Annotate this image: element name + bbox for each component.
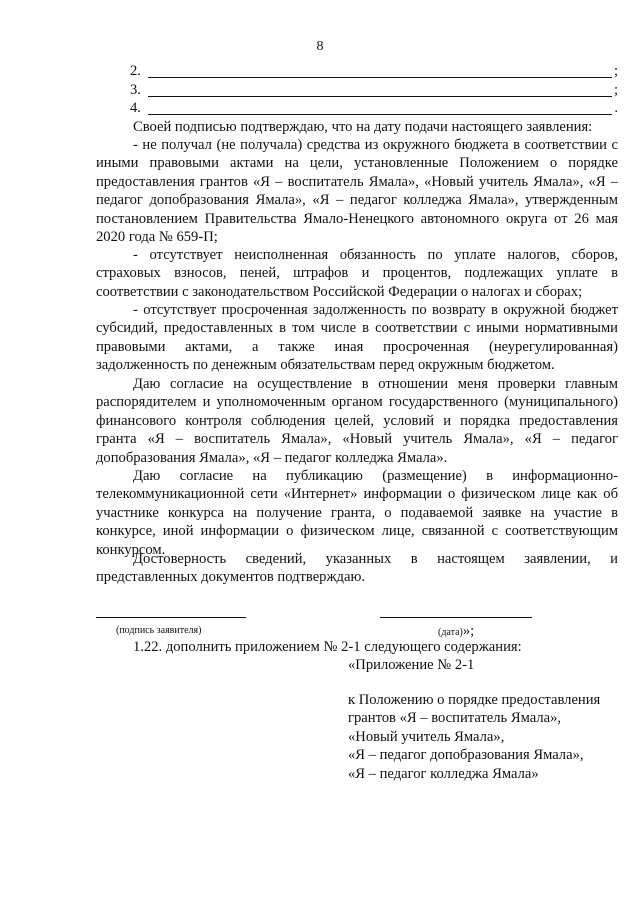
applicant-signature-label: (подпись заявителя)	[116, 625, 202, 636]
reliability-paragraph: Достоверность сведений, указанных в настоящем заявлении, и представленных документов подтверждаю.	[96, 551, 618, 586]
blank-rule	[148, 96, 612, 97]
applicant-signature-line	[96, 617, 246, 618]
line-terminator: .	[614, 100, 618, 116]
blank-rule	[148, 77, 612, 78]
amendment-text: 1.22. дополнить приложением № 2-1 следующего содержания:	[133, 639, 522, 655]
confirmation-item-no-funds: - не получал (не получала) средства из окружного бюджета в соответствии с иными правовыми актами на цели, установленные Положением о порядке предоставления грантов «Я – воспитатель Ямала», «Новый учитель Ямала», «Я – педагог допобразования Ямала», «Я – педагог колледжа Ямала», утвержденным постановлением Правительства Ямало-Ненецкого автономного округа от 26 мая 2020 года № 659-П;	[96, 137, 618, 246]
page-number: 8	[316, 39, 324, 54]
appendix-title: «Приложение № 2-1	[348, 657, 475, 673]
appendix-header-line: к Положению о порядке предоставления	[348, 692, 601, 708]
appendix-header-line: грантов «Я – воспитатель Ямала»,	[348, 710, 562, 727]
consent-audit-paragraph: Даю согласие на осуществление в отношении меня проверки главным распорядителем и уполномоченным органом государственного (муниципального) финансового контроля соблюдения целей, условий и порядка предоставления гранта «Я – воспитатель Ямала», «Новый учитель Ямала», «Я – педагог допобразования Ямала», «Я – педагог колледжа Ямала».	[96, 376, 618, 466]
date-line	[380, 617, 532, 618]
appendix-header-line: «Новый учитель Ямала»,	[348, 728, 505, 745]
line-terminator: ;	[613, 82, 618, 98]
blank-rule	[148, 114, 612, 115]
confirmation-intro: Своей подписью подтверждаю, что на дату подачи настоящего заявления:	[133, 119, 593, 135]
appendix-header-block	[348, 691, 628, 783]
date-label-text: (дата)	[438, 627, 463, 638]
line-number: 3.	[130, 82, 141, 98]
closing-quote: »;	[462, 623, 475, 639]
date-label	[438, 625, 474, 639]
confirmation-item-no-overdue-debt: - отсутствует просроченная задолженность по возврату в окружной бюджет субсидий, предоставленных в том числе в соответствии с иными нормативными правовыми актами, а также иная просроченная (неурегулированная) задолженность по денежным обязательствам перед окружным бюджетом.	[96, 302, 618, 374]
numbered-blank-line	[130, 62, 618, 80]
line-number: 4.	[130, 100, 141, 116]
confirmation-item-no-tax-debt: - отсутствует неисполненная обязанность по уплате налогов, сборов, страховых взносов, пеней, штрафов и процентов, подлежащих уплате в соответствии с законодательством Российской Федерации о налогах и сборах;	[96, 247, 618, 300]
numbered-blank-line	[130, 81, 618, 99]
line-terminator: ;	[613, 63, 618, 79]
line-number: 2.	[130, 63, 141, 79]
appendix-header-line: «Я – педагог колледжа Ямала»	[348, 765, 539, 782]
numbered-blank-line	[130, 99, 618, 117]
consent-publication-paragraph: Даю согласие на публикацию (размещение) в информационно-телекоммуникационной сети «Интернет» информации о физическом лице как об участнике конкурса на получение гранта, о подаваемой заявке на участие в конкурсе, иной информации о физическом лице, связанной с соответствующим конкурсом.	[96, 468, 618, 558]
appendix-header-line: «Я – педагог допобразования Ямала»,	[348, 747, 584, 764]
